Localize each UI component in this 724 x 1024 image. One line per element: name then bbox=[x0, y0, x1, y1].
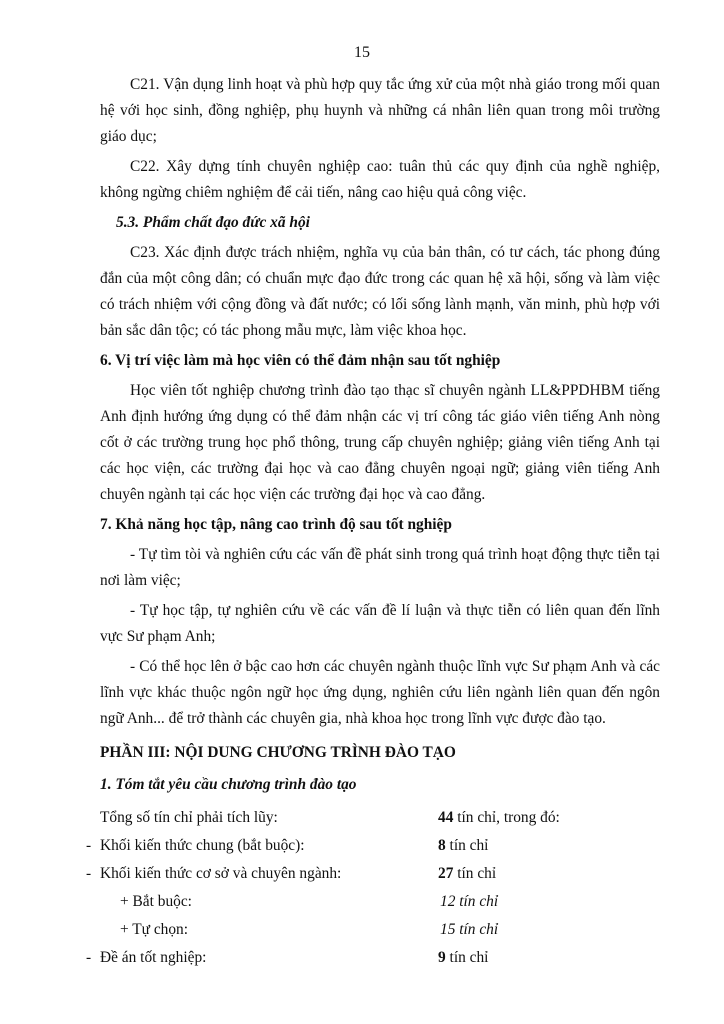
section-6-paragraph: Học viên tốt nghiệp chương trình đào tạo thạc sĩ chuyên ngành LL&PPDHBM tiếng Anh định hướng ứng dụng có thể đảm nhận các vị trí công tác giáo viên tiếng Anh nòng cốt ở các trường trung học phổ thông, trung cấp chuyên nghiệp; giảng viên tiếng Anh tại các học viện, các trường đại học và cao đẳng chuyên ngoại ngữ; giảng viên tiếng Anh chuyên ngành tại các học viện các trường đại học và cao đẳng. bbox=[100, 382, 660, 503]
section-6-heading: 6. Vị trí việc làm mà học viên có thể đảm nhận sau tốt nghiệp bbox=[100, 352, 501, 369]
section-5-3-heading: 5.3. Phẩm chất đạo đức xã hội bbox=[116, 214, 310, 231]
credit-total-label: Tổng số tín chỉ phải tích lũy: bbox=[100, 809, 278, 826]
credit-core-value bbox=[438, 860, 496, 888]
section-7-item: - Tự tìm tòi và nghiên cứu các vấn đề phát sinh trong quá trình hoạt động thực tiễn tại nơi làm việc; bbox=[100, 546, 660, 589]
credit-core-label: Khối kiến thức cơ sở và chuyên ngành: bbox=[100, 865, 342, 882]
credit-thesis-label: Đề án tốt nghiệp: bbox=[100, 949, 207, 966]
credit-thesis-row bbox=[86, 944, 660, 972]
paragraph-c23: C23. Xác định được trách nhiệm, nghĩa vụ của bản thân, có tư cách, tác phong đúng đắn của một công dân; có chuẩn mực đạo đức trong các quan hệ xã hội, sống và làm việc có trách nhiệm với cộng đồng và đất nước; có lối sống lành mạnh, văn minh, phù hợp với bản sắc dân tộc; có tác phong mẫu mực, làm việc khoa học. bbox=[100, 244, 660, 339]
credit-total-row bbox=[100, 804, 660, 832]
part-3-heading: PHẦN III: NỘI DUNG CHƯƠNG TRÌNH ĐÀO TẠO bbox=[100, 744, 456, 761]
credit-elective-row bbox=[100, 916, 660, 944]
credit-thesis-number: 9 bbox=[438, 949, 446, 966]
credit-core-number: 27 bbox=[438, 865, 454, 882]
credit-total-number: 44 bbox=[438, 809, 454, 826]
credit-general-suffix: tín chỉ bbox=[445, 837, 489, 854]
credit-thesis-suffix: tín chỉ bbox=[445, 949, 489, 966]
credit-required-row bbox=[100, 888, 660, 916]
list-dash: - bbox=[86, 949, 92, 966]
credit-general-value bbox=[438, 832, 488, 860]
paragraph-c22: C22. Xây dựng tính chuyên nghiệp cao: tuân thủ các quy định của nghề nghiệp, không ngừng chiêm nghiệm để cải tiến, nâng cao hiệu quả công việc. bbox=[100, 158, 660, 201]
credit-core-suffix: tín chỉ bbox=[453, 865, 497, 882]
credit-general-row bbox=[86, 832, 660, 860]
credit-elective-label: + Tự chọn: bbox=[120, 921, 189, 938]
program-summary-heading: 1. Tóm tắt yêu cầu chương trình đào tạo bbox=[100, 776, 357, 793]
list-dash: - bbox=[86, 865, 92, 882]
credit-total-value bbox=[438, 804, 560, 832]
list-dash: - bbox=[86, 837, 92, 854]
credit-general-number: 8 bbox=[438, 837, 446, 854]
paragraph-c21: C21. Vận dụng linh hoạt và phù hợp quy tắc ứng xử của một nhà giáo trong mối quan hệ với học sinh, đồng nghiệp, phụ huynh và những cá nhân liên quan trong môi trường giáo dục; bbox=[100, 76, 660, 145]
section-7-item: - Có thể học lên ở bậc cao hơn các chuyên ngành thuộc lĩnh vực Sư phạm Anh và các lĩnh vực khác thuộc ngôn ngữ học ứng dụng, nghiên cứu liên ngành liên quan đến ngôn ngữ Anh... để trở thành các chuyên gia, nhà khoa học trong lĩnh vực được đào tạo. bbox=[100, 658, 660, 727]
credit-required-label: + Bắt buộc: bbox=[120, 893, 192, 910]
page-content bbox=[86, 72, 660, 972]
page-number: 15 bbox=[354, 44, 370, 61]
credit-general-label: Khối kiến thức chung (bắt buộc): bbox=[100, 837, 305, 854]
credit-elective-value: 15 tín chỉ bbox=[440, 921, 499, 938]
section-7-item: - Tự học tập, tự nghiên cứu về các vấn đề lí luận và thực tiễn có liên quan đến lĩnh vực Sư phạm Anh; bbox=[100, 602, 660, 645]
credit-total-suffix: tín chỉ, trong đó: bbox=[453, 809, 560, 826]
section-7-heading: 7. Khả năng học tập, nâng cao trình độ sau tốt nghiệp bbox=[100, 516, 452, 533]
credit-thesis-value bbox=[438, 944, 488, 972]
credit-core-row bbox=[86, 860, 660, 888]
credit-required-value: 12 tín chỉ bbox=[440, 893, 499, 910]
